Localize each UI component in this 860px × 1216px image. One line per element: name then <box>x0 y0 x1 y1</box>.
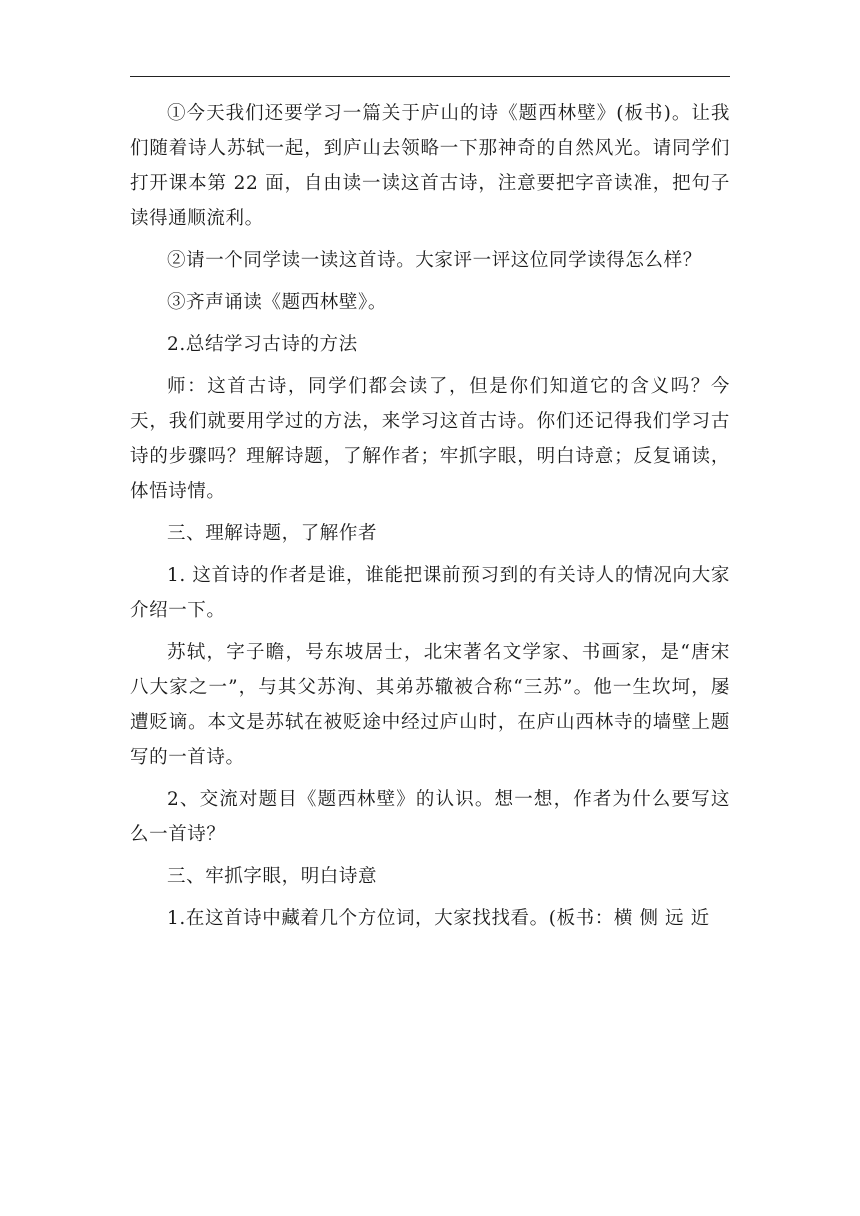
section-heading-method: 2.总结学习古诗的方法 <box>167 334 358 355</box>
paragraph-question-title: 2、交流对题目《题西林壁》的认识。想一想，作者为什么要写这么一首诗？ <box>130 789 730 845</box>
paragraph-step-2: ②请一个同学读一读这首诗。大家评一评这位同学读得怎么样？ <box>167 250 702 271</box>
document-body <box>130 96 730 943</box>
header-rule <box>130 76 730 77</box>
paragraph-author-bio: 苏轼，字子瞻，号东坡居士，北宋著名文学家、书画家，是“唐宋八大家之一”，与其父苏洵、其弟苏辙被合称“三苏”。他一生坎坷，屡遭贬谪。本文是苏轼在被贬途中经过庐山时，在庐山西林寺的墙壁上题写的一首诗。 <box>130 642 730 768</box>
section-heading-title-author: 三、理解诗题，了解作者 <box>167 523 378 544</box>
paragraph-intro: ①今天我们还要学习一篇关于庐山的诗《题西林壁》(板书)。让我们随着诗人苏轼一起，到庐山去领略一下那神奇的自然风光。请同学们打开课本第 22 面，自由读一读这首古诗，注意要把字音读准，把句子读得通顺流利。 <box>130 103 730 229</box>
paragraph-direction-words: 1.在这首诗中藏着几个方位词，大家找找看。(板书：横 侧 远 近 <box>167 908 710 929</box>
paragraph-step-3: ③齐声诵读《题西林壁》。 <box>167 292 387 313</box>
paragraph-teacher: 师：这首古诗，同学们都会读了，但是你们知道它的含义吗？今天，我们就要用学过的方法，来学习这首古诗。你们还记得我们学习古诗的步骤吗？理解诗题，了解作者；牢抓字眼，明白诗意；反复诵读，体悟诗情。 <box>130 376 730 502</box>
section-heading-meaning: 三、牢抓字眼，明白诗意 <box>167 866 378 887</box>
paragraph-question-author: 1. 这首诗的作者是谁，谁能把课前预习到的有关诗人的情况向大家介绍一下。 <box>130 565 730 621</box>
